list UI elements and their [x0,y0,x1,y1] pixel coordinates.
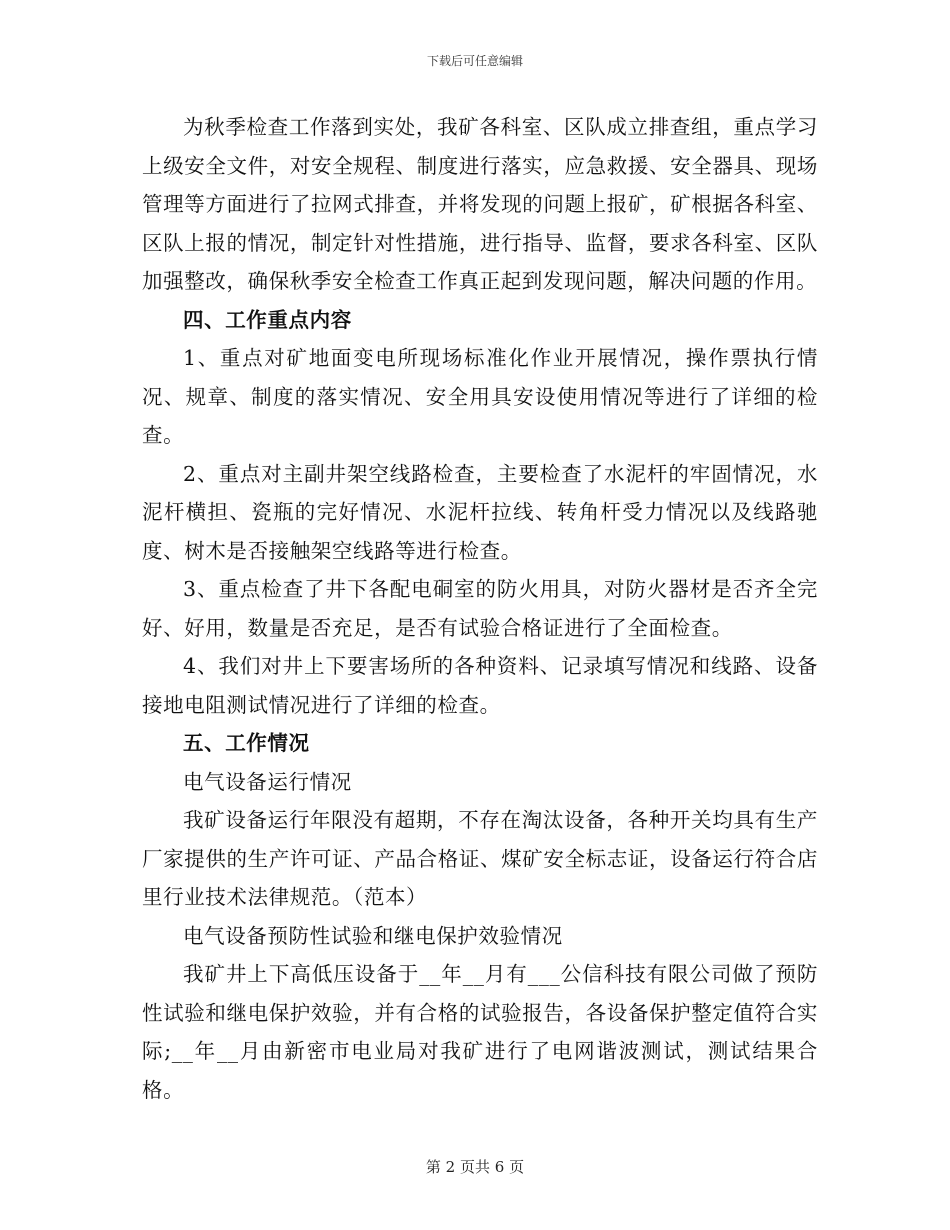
list-item-3: 3、重点检查了井下各配电硐室的防火用具，对防火器材是否齐全完好、好用，数量是否充足，是否有试验合格证进行了全面检查。 [142,577,818,640]
subheading-equipment-operation: 电气设备运行情况 [183,769,352,794]
paragraph-equipment-operation: 我矿设备运行年限没有超期，不存在淘汰设备，各种开关均具有生产厂家提供的生产许可证、产品合格证、煤矿安全标志证，设备运行符合店里行业技术法律规范。（范本） [142,808,818,909]
subheading-preventive-test: 电气设备预防性试验和继电保护效验情况 [183,923,563,948]
list-item-2: 2、重点对主副井架空线路检查，主要检查了水泥杆的牢固情况，水泥杆横担、瓷瓶的完好情况、水泥杆拉线、转角杆受力情况以及线路驰度、树木是否接触架空线路等进行检查。 [142,461,818,563]
list-item-1: 1、重点对矿地面变电所现场标准化作业开展情况，操作票执行情况、规章、制度的落实情况、安全用具安设使用情况等进行了详细的检查。 [142,346,818,447]
list-item-4: 4、我们对井上下要害场所的各种资料、记录填写情况和线路、设备接地电阻测试情况进行了详细的检查。 [142,654,818,717]
paragraph-intro: 为秋季检查工作落到实处，我矿各科室、区队成立排查组，重点学习上级安全文件，对安全规程、制度进行落实，应急救援、安全器具、现场管理等方面进行了拉网式排查，并将发现的问题上报矿，矿根据各科室、区队上报的情况，制定针对性措施，进行指导、监督，要求各科室、区队加强整改，确保秋季安全检查工作真正起到发现问题，解决问题的作用。 [142,115,818,293]
document-body [142,108,818,1109]
section-heading-5: 五、工作情况 [183,731,310,755]
header-note: 下载后可任意编辑 [426,54,523,68]
section-heading-4: 四、工作重点内容 [183,307,352,332]
paragraph-preventive-test: 我矿井上下高低压设备于__年__月有___公信科技有限公司做了预防性试验和继电保护效验，并有合格的试验报告，各设备保护整定值符合实际;__年__月由新密市电业局对我矿进行了电网谐波测试，测试结果合格。 [142,962,818,1102]
page-number: 第 2 页共 6 页 [425,1158,525,1176]
